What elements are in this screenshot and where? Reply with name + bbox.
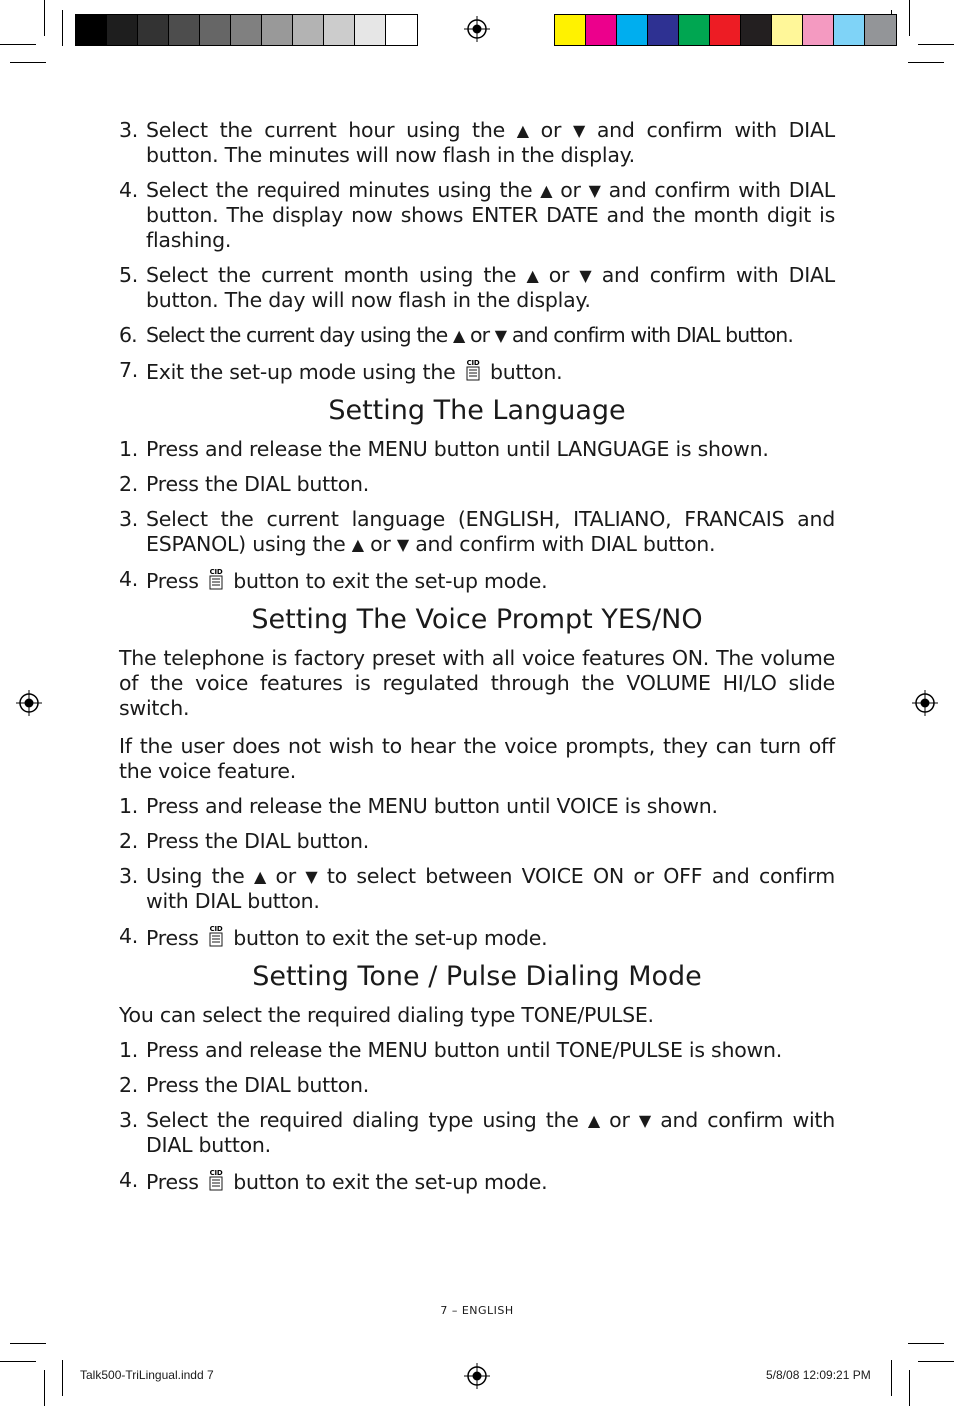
list-item: 1. Press and release the MENU button until TONE/PULSE is shown. [119,1038,783,1062]
list-item: 3. Using the ▲ or ▼ to select between VOICE ON or OFF and confirm with DIAL button. [119,864,835,913]
crop-mark [891,1360,892,1396]
registration-mark-icon [16,690,42,716]
crop-mark [908,62,944,63]
color-swatch [710,15,741,45]
color-swatch [617,15,648,45]
crop-mark [10,1343,46,1344]
crop-mark [44,0,45,36]
manual-page-content [119,118,835,1205]
paragraph: You can select the required dialing type TONE/PULSE. [119,1003,654,1027]
color-swatch [679,15,710,45]
up-triangle-icon: ▲ [540,181,553,200]
color-swatch [169,15,200,45]
list-item: 7. Exit the set-up mode using the CID button. [119,358,563,384]
crop-mark [0,1361,36,1362]
crop-mark [918,44,954,45]
color-swatch [803,15,834,45]
color-swatch [324,15,355,45]
grayscale-color-bar [75,14,418,46]
section-heading-language: Setting The Language [328,395,626,426]
color-swatch [293,15,324,45]
list-item: 4. Press CID button to exit the set-up mode. [119,924,548,950]
down-triangle-icon: ▼ [579,266,592,285]
page-footer: 7 – ENGLISH [440,1304,514,1317]
up-triangle-icon: ▲ [516,121,529,140]
down-triangle-icon: ▼ [305,867,318,886]
list-item: 3. Select the current language (ENGLISH, ITALIANO, FRANCAIS and ESPANOL) using the ▲ or ▼ and confirm with DIAL button. [119,507,835,556]
registration-mark-icon [464,16,490,42]
crop-mark [62,1360,63,1396]
down-triangle-icon: ▼ [572,121,586,140]
crop-mark [44,1370,45,1406]
crop-mark [908,1343,944,1344]
down-triangle-icon: ▼ [494,326,507,345]
process-color-bar [554,14,897,46]
crop-mark [0,44,36,45]
cid-button-icon [464,358,482,382]
up-triangle-icon: ▲ [526,266,539,285]
svg-text:CID: CID [209,1169,223,1177]
color-swatch [262,15,293,45]
down-triangle-icon: ▼ [638,1111,651,1130]
up-triangle-icon: ▲ [351,535,364,554]
svg-text:CID: CID [466,359,480,367]
color-swatch [107,15,138,45]
cid-button-icon [207,567,225,591]
crop-mark [62,10,63,46]
color-swatch [834,15,865,45]
list-item: 3. Select the required dialing type using the ▲ or ▼ and confirm with DIAL button. [119,1108,835,1157]
crop-mark [909,1370,910,1406]
color-swatch [865,15,896,45]
color-swatch [355,15,386,45]
list-item: 4. Select the required minutes using the ▲ or ▼ and confirm with DIAL button. The display now shows ENTER DATE and the month digit is flashing. [119,178,835,252]
color-swatch [648,15,679,45]
list-item: 2. Press the DIAL button. [119,472,370,496]
color-swatch [586,15,617,45]
list-item: 4. Press CID button to exit the set-up mode. [119,567,548,593]
down-triangle-icon: ▼ [588,181,601,200]
color-swatch [76,15,107,45]
paragraph: The telephone is factory preset with all voice features ON. The volume of the voice features is regulated through the VOLUME HI/LO slide switch. [119,646,835,720]
svg-text:CID: CID [209,568,223,576]
cid-button-icon [207,1168,225,1192]
color-swatch [231,15,262,45]
color-swatch [741,15,772,45]
section-heading-voice: Setting The Voice Prompt YES/NO [251,604,703,635]
crop-mark [918,1361,954,1362]
paragraph: If the user does not wish to hear the voice prompts, they can turn off the voice feature. [119,734,835,783]
color-swatch [200,15,231,45]
up-triangle-icon: ▲ [452,326,465,345]
list-item: 4. Press CID button to exit the set-up mode. [119,1168,548,1194]
color-swatch [772,15,803,45]
crop-mark [909,0,910,36]
list-item: 5. Select the current month using the ▲ or ▼ and confirm with DIAL button. The day will now flash in the display. [119,263,835,312]
color-swatch [386,15,417,45]
list-item: 1. Press and release the MENU button until LANGUAGE is shown. [119,437,769,461]
list-item: 1. Press and release the MENU button until VOICE is shown. [119,794,718,818]
list-item: 3. Select the current hour using the ▲ or ▼ and confirm with DIAL button. The minutes will now flash in the display. [119,118,835,167]
color-swatch [555,15,586,45]
registration-mark-icon [464,1363,490,1389]
list-item: 2. Press the DIAL button. [119,1073,370,1097]
registration-mark-icon [912,690,938,716]
slug-file-name: Talk500-TriLingual.indd 7 [80,1368,214,1382]
cid-button-icon [207,924,225,948]
section-heading-tone-pulse: Setting Tone / Pulse Dialing Mode [252,961,702,992]
svg-text:CID: CID [209,925,223,933]
list-item: 2. Press the DIAL button. [119,829,370,853]
down-triangle-icon: ▼ [396,535,409,554]
slug-date: 5/8/08 12:09:21 PM [766,1368,871,1382]
up-triangle-icon: ▲ [587,1111,600,1130]
up-triangle-icon: ▲ [253,867,266,886]
list-item: 6. Select the current day using the ▲ or ▼ and confirm with DIAL button. [119,323,794,347]
color-swatch [138,15,169,45]
crop-mark [10,62,46,63]
